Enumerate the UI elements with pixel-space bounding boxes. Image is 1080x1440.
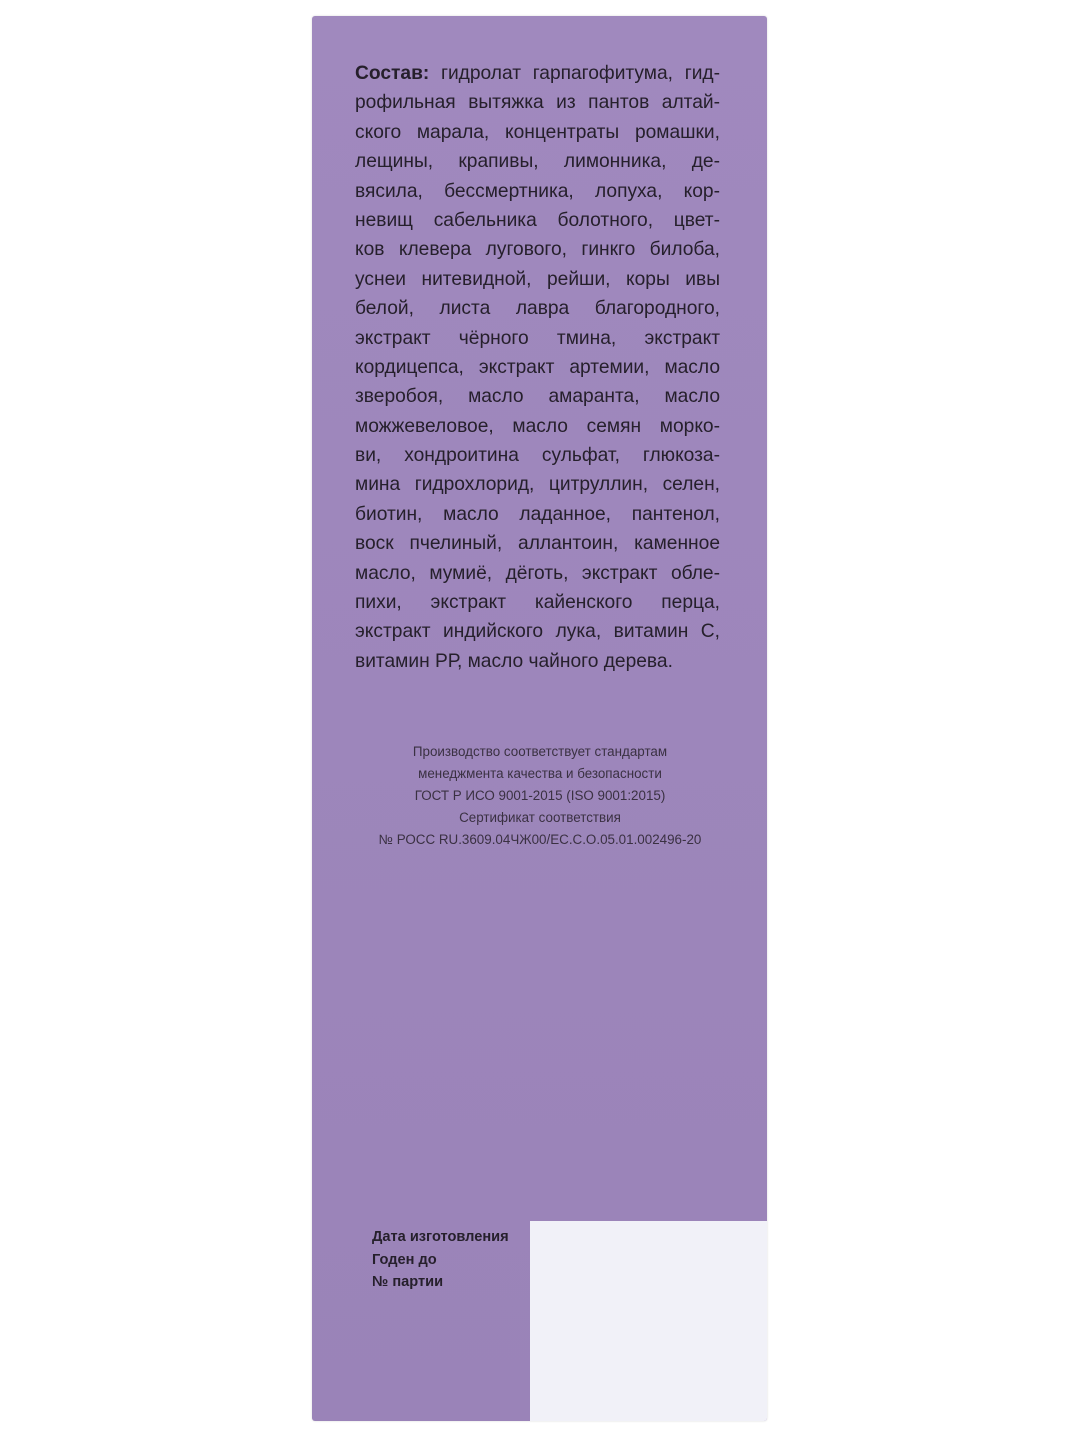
composition-line-20: экстракт индийского лука, витамин С, [355, 621, 720, 643]
composition-line-21: витамин РР, масло чайного дерева. [355, 650, 673, 672]
certification-line: Производство соответствует стандартам [412, 744, 668, 759]
production-info [372, 1226, 509, 1294]
composition-line-11: кордицепса, экстракт артемии, масло [355, 356, 720, 378]
composition-line-19: пихи, экстракт кайенского перца, [355, 592, 720, 614]
composition-text [355, 59, 720, 676]
composition-line-15: мина гидрохлорид, цитруллин, селен, [355, 474, 720, 496]
composition-line-10: экстракт чёрного тмина, экстракт [355, 327, 720, 349]
composition-line-6: невищ сабельника болотного, цвет- [355, 209, 720, 231]
certification-line: менеджмента качества и безопасности [418, 766, 662, 781]
composition-line-9: белой, листа лавра благородного, [355, 298, 720, 320]
composition-line-1: Состав: гидролат гарпагофитума, гид- [355, 63, 720, 84]
certification-line: Сертификат соответствия [459, 810, 621, 825]
batch-number-label: № партии [372, 1274, 444, 1290]
composition-line-3: ского марала, концентраты ромашки, [355, 121, 720, 143]
composition-line-18: масло, мумиё, дёготь, экстракт обле- [355, 562, 720, 584]
composition-line-7: ков клевера лугового, гинкго билоба, [355, 239, 720, 261]
expiry-date-label: Годен до [372, 1251, 437, 1268]
certificate-number: № РОСС RU.3609.04ЧЖ00/ЕС.С.О.05.01.002496-20 [378, 832, 702, 847]
certification-block [360, 741, 720, 851]
composition-label: Состав: [355, 63, 430, 84]
composition-line-2: рофильная вытяжка из пантов алтай- [355, 92, 720, 114]
date-stamp-area [530, 1221, 767, 1421]
composition-line-12: зверобоя, масло амаранта, масло [355, 386, 720, 408]
composition-line-13: можжевеловое, масло семян морко- [355, 415, 720, 437]
composition-line-4: лещины, крапивы, лимонника, де- [355, 151, 720, 173]
composition-line-17: воск пчелиный, аллантоин, каменное [355, 533, 720, 555]
composition-line-8: уснеи нитевидной, рейши, коры ивы [355, 268, 720, 290]
manufacture-date-label: Дата изготовления [372, 1229, 509, 1245]
composition-line-5: вясила, бессмертника, лопуха, кор- [355, 180, 720, 202]
certification-line: ГОСТ Р ИСО 9001-2015 (ISO 9001:2015) [414, 788, 666, 803]
composition-line-16: биотин, масло ладанное, пантенол, [355, 503, 720, 525]
composition-line-14: ви, хондроитина сульфат, глюкоза- [355, 445, 720, 467]
